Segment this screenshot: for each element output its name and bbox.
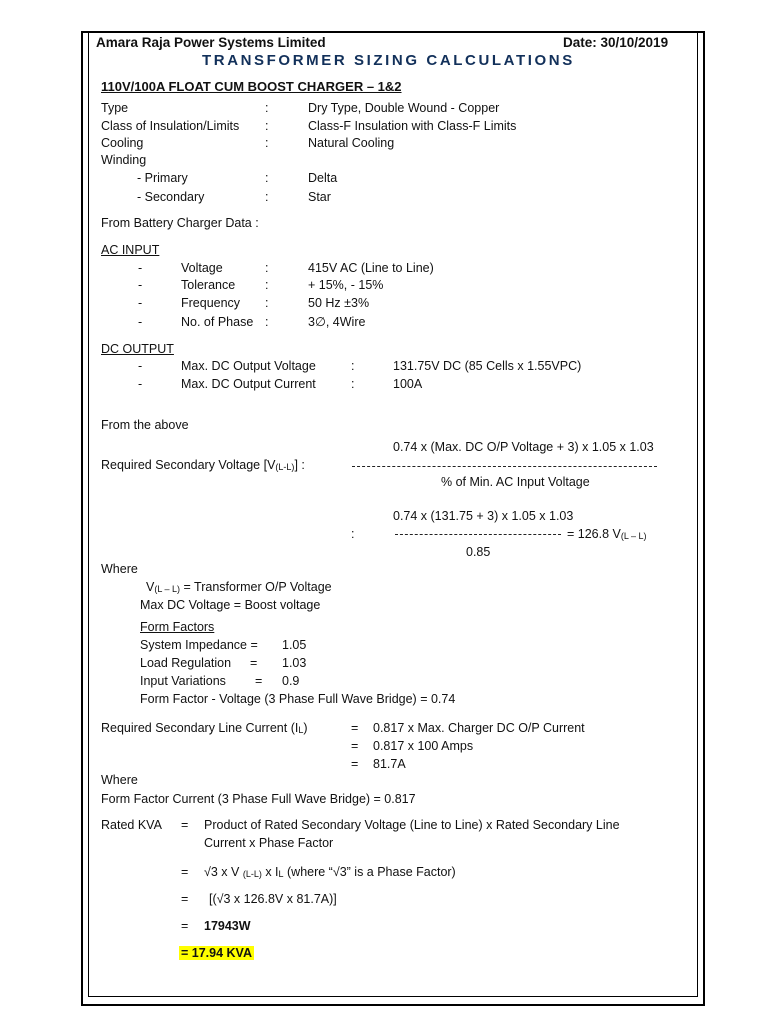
input-variations-value: 0.9: [282, 674, 300, 688]
document-title: TRANSFORMER SIZING CALCULATIONS: [202, 52, 575, 69]
system-impedance-value: 1.05: [282, 638, 307, 652]
kva-line-3: [(√3 x 126.8V x 81.7A)]: [209, 892, 337, 906]
ac-voltage-colon: :: [265, 261, 269, 275]
dc-current-colon: :: [351, 377, 355, 391]
where-label: Where: [101, 562, 138, 576]
ac-tolerance-colon: :: [265, 278, 269, 292]
kva-line-2: √3 x V (L-L) x IL (where “√3” is a Phase Factor): [204, 865, 456, 879]
formula-colon: :: [351, 527, 355, 541]
kva-final-result: [179, 946, 254, 961]
where-label-2: Where: [101, 773, 138, 787]
spec-type-label: Type: [101, 101, 129, 115]
load-regulation-label: Load Regulation: [140, 656, 232, 670]
req-sec-current-label: Required Secondary Line Current (IL): [101, 721, 308, 735]
input-variations-label: Input Variations: [140, 674, 226, 688]
spec-cooling-value: Natural Cooling: [308, 136, 395, 150]
load-regulation-eq: =: [250, 656, 258, 670]
kva-eq-4: =: [181, 919, 189, 933]
ac-voltage-label: Voltage: [181, 261, 223, 275]
req-sec-voltage-label: Required Secondary Voltage [V(L-L)] :: [101, 458, 305, 472]
company-name: Amara Raja Power Systems Limited: [96, 35, 326, 50]
current-line-1: 0.817 x Max. Charger DC O/P Current: [373, 721, 585, 735]
kva-eq-2: =: [181, 865, 189, 879]
ac-frequency-colon: :: [265, 296, 269, 310]
ac-voltage-value: 415V AC (Line to Line): [308, 261, 434, 275]
spec-secondary-colon: :: [265, 190, 269, 204]
dc-current-value: 100A: [393, 377, 423, 391]
formula-numerator-values: 0.74 x (131.75 + 3) x 1.05 x 1.03: [393, 509, 574, 523]
kva-final-highlight: = 17.94 KVA: [181, 946, 252, 960]
rated-kva-label: Rated KVA: [101, 818, 162, 832]
spec-cooling-label: Cooling: [101, 136, 144, 150]
fraction-line-values: [395, 534, 561, 535]
spec-insulation-value: Class-F Insulation with Class-F Limits: [308, 119, 517, 133]
spec-cooling-colon: :: [265, 136, 269, 150]
ac-phase-colon: :: [265, 315, 269, 329]
current-eq-1: =: [351, 721, 359, 735]
kva-line-1b: Current x Phase Factor: [204, 836, 334, 850]
current-line-2: 0.817 x 100 Amps: [373, 739, 474, 753]
form-factor-current: Form Factor Current (3 Phase Full Wave Bridge) = 0.817: [101, 792, 416, 806]
spec-secondary-value: Star: [308, 190, 331, 204]
ac-frequency-label: Frequency: [181, 296, 241, 310]
ac-phase-label: No. of Phase: [181, 315, 254, 329]
spec-primary-colon: :: [265, 171, 269, 185]
dc-voltage-label: Max. DC Output Voltage: [181, 359, 316, 373]
ac-voltage-bullet: -: [138, 261, 143, 275]
current-eq-3: =: [351, 757, 359, 771]
document-date: Date: 30/10/2019: [563, 35, 669, 50]
ac-frequency-bullet: -: [138, 296, 143, 310]
dc-voltage-colon: :: [351, 359, 355, 373]
kva-line-1: Product of Rated Secondary Voltage (Line to Line) x Rated Secondary Line: [204, 818, 620, 832]
ac-frequency-value: 50 Hz ±3%: [308, 296, 370, 310]
charger-data-label: From Battery Charger Data :: [101, 216, 259, 230]
formula-denominator: % of Min. AC Input Voltage: [441, 475, 590, 489]
ac-tolerance-label: Tolerance: [181, 278, 236, 292]
form-factors-heading: Form Factors: [140, 620, 215, 634]
system-impedance-label: System Impedance =: [140, 638, 258, 652]
where-max-dc-definition: Max DC Voltage = Boost voltage: [140, 598, 321, 612]
spec-insulation-label: Class of Insulation/Limits: [101, 119, 240, 133]
dc-voltage-value: 131.75V DC (85 Cells x 1.55VPC): [393, 359, 582, 373]
ac-tolerance-value: + 15%, - 15%: [308, 278, 384, 292]
dc-output-heading: DC OUTPUT: [101, 342, 174, 356]
spec-type-value: Dry Type, Double Wound - Copper: [308, 101, 500, 115]
ac-input-heading: AC INPUT: [101, 243, 160, 257]
current-eq-2: =: [351, 739, 359, 753]
spec-secondary-label: - Secondary: [137, 190, 205, 204]
spec-type-colon: :: [265, 101, 269, 115]
ac-tolerance-bullet: -: [138, 278, 143, 292]
ac-phase-value: 3∅, 4Wire: [308, 315, 366, 329]
spec-primary-value: Delta: [308, 171, 338, 185]
load-regulation-value: 1.03: [282, 656, 307, 670]
kva-eq-3: =: [181, 892, 189, 906]
dc-current-label: Max. DC Output Current: [181, 377, 316, 391]
where-vll-definition: V(L – L) = Transformer O/P Voltage: [146, 580, 332, 594]
document-subtitle: 110V/100A FLOAT CUM BOOST CHARGER – 1&2: [101, 79, 402, 94]
spec-primary-label: - Primary: [137, 171, 188, 185]
formula-numerator: 0.74 x (Max. DC O/P Voltage + 3) x 1.05 x 1.03: [393, 440, 654, 454]
input-variations-eq: =: [255, 674, 263, 688]
spec-winding-label: Winding: [101, 153, 147, 167]
kva-eq-1: =: [181, 818, 189, 832]
kva-line-4: 17943W: [204, 919, 251, 933]
formula-result: = 126.8 V(L – L): [567, 527, 647, 541]
from-above-label: From the above: [101, 418, 189, 432]
fraction-line: [352, 466, 657, 467]
current-line-3: 81.7A: [373, 757, 406, 771]
form-factor-voltage: Form Factor - Voltage (3 Phase Full Wave Bridge) = 0.74: [140, 692, 456, 706]
dc-current-bullet: -: [138, 377, 143, 391]
formula-denominator-value: 0.85: [466, 545, 491, 559]
spec-insulation-colon: :: [265, 119, 269, 133]
dc-voltage-bullet: -: [138, 359, 143, 373]
ac-phase-bullet: -: [138, 315, 143, 329]
